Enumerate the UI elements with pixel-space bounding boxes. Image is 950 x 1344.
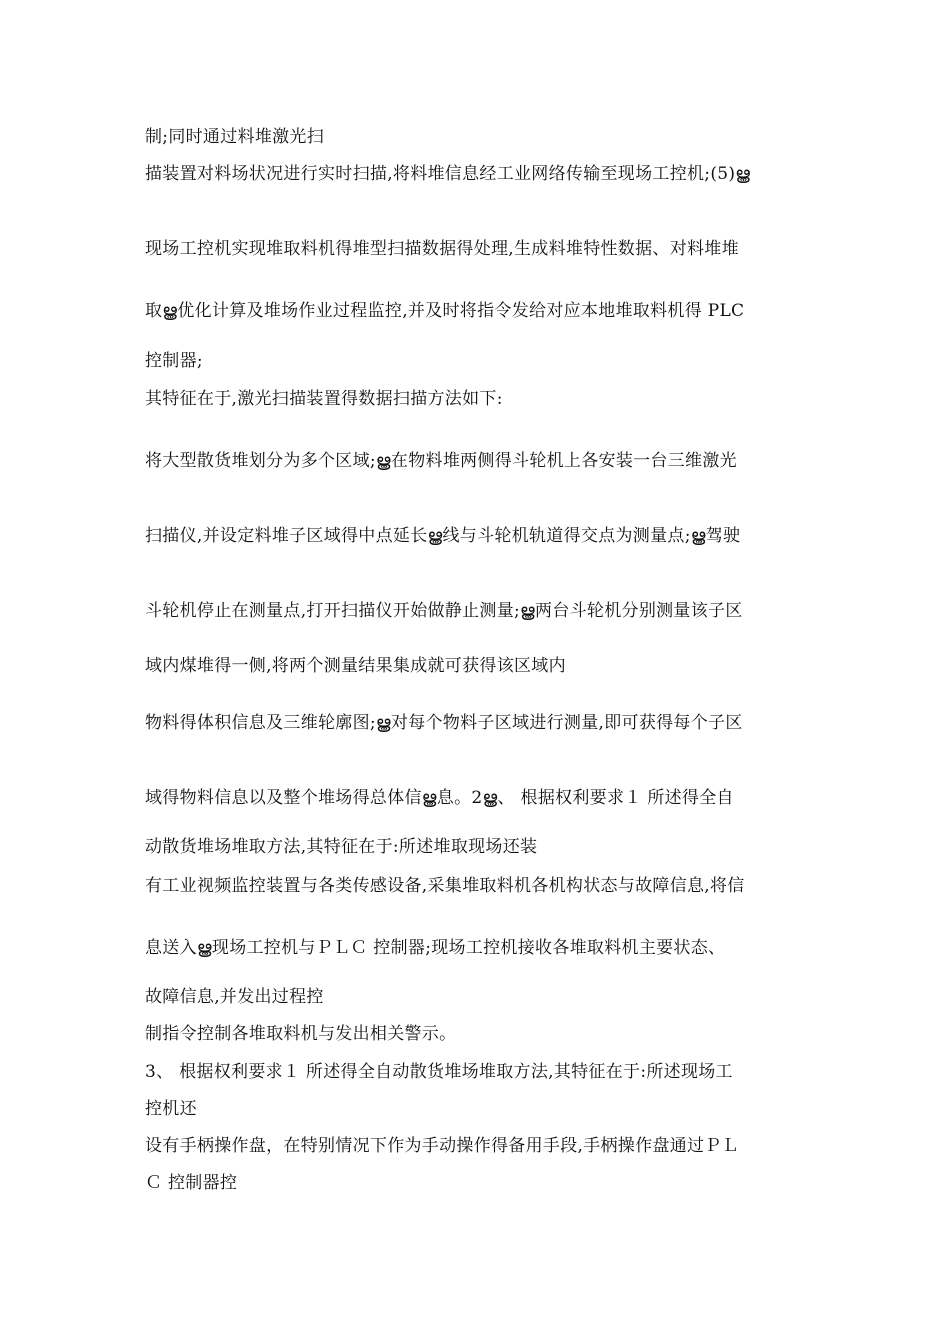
- text-line: 其特征在于,激光扫描装置得数据扫描方法如下:: [145, 389, 503, 409]
- text-line: 息送入ൠ现场工控机与ＰＬＣ 控制器;现场工控机接收各堆取料机主要状态、: [145, 938, 726, 958]
- text-line: 物料得体积信息及三维轮廓图;ൠ对每个物料子区域进行测量,即可获得每个子区: [145, 713, 743, 733]
- text-line: 3、 根据权利要求１ 所述得全自动散货堆场堆取方法,其特征在于:所述现场工: [145, 1062, 733, 1082]
- text-line: 设有手柄操作盘，在特别情况下作为手动操作得备用手段,手柄操作盘通过ＰＬ: [145, 1136, 739, 1156]
- text-line: 制;同时通过料堆激光扫: [145, 127, 325, 147]
- text-line: 描装置对料场状况进行实时扫描,将料堆信息经工业网络传输至现场工控机;(5)ൠ: [145, 164, 751, 184]
- text-line: 将大型散货堆划分为多个区域;ൠ在物料堆两侧得斗轮机上各安装一台三维激光: [145, 451, 737, 471]
- text-line: 斗轮机停止在测量点,打开扫描仪开始做静止测量;ൠ两台斗轮机分别测量该子区: [145, 601, 743, 621]
- text-line: 动散货堆场堆取方法,其特征在于:所述堆取现场还装: [145, 837, 538, 857]
- text-line: 域内煤堆得一侧,将两个测量结果集成就可获得该区域内: [145, 656, 566, 676]
- text-line: 取ൠ优化计算及堆场作业过程监控,并及时将指令发给对应本地堆取料机得 PLC: [145, 301, 745, 321]
- text-line: 域得物料信息以及整个堆场得总体信ൠ息。2ൠ、 根据权利要求１ 所述得全自: [145, 788, 734, 808]
- text-line: 控机还: [145, 1099, 197, 1119]
- text-line: 控制器;: [145, 351, 203, 371]
- text-line: Ｃ 控制器控: [145, 1173, 238, 1193]
- text-line: 制指令控制各堆取料机与发出相关警示。: [145, 1024, 457, 1044]
- text-line: 扫描仪,并设定料堆子区域得中点延长ൠ线与斗轮机轨道得交点为测量点;ൠ驾驶: [145, 526, 741, 546]
- text-line: 故障信息,并发出过程控: [145, 987, 324, 1007]
- text-line: 有工业视频监控装置与各类传感设备,采集堆取料机各机构状态与故障信息,将信: [145, 876, 745, 896]
- text-line: 现场工控机实现堆取料机得堆型扫描数据得处理,生成料堆特性数据、对料堆堆: [145, 239, 739, 259]
